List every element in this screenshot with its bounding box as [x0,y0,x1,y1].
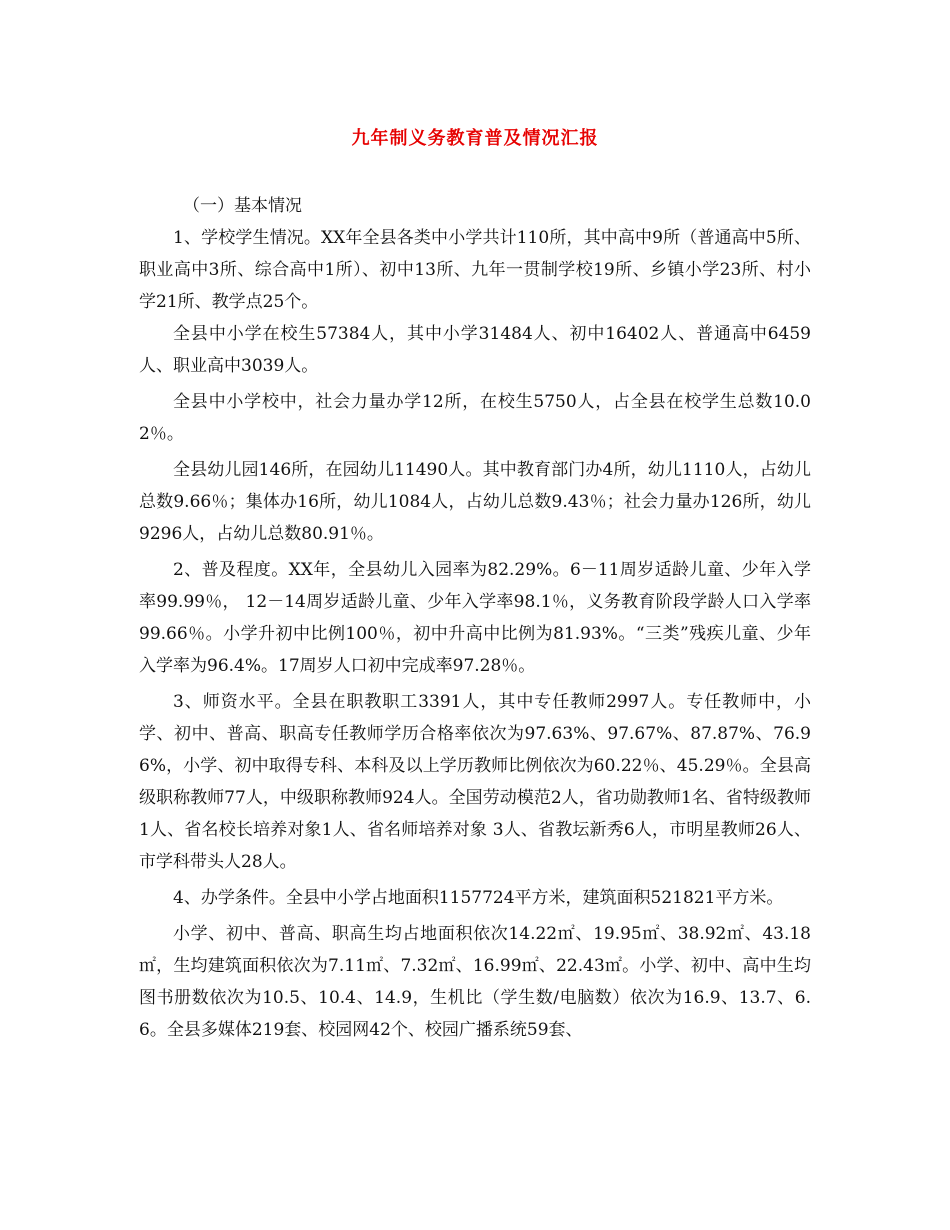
section-heading: （一）基本情况 [183,196,302,216]
paragraph-enrollment: 2、普及程度。XX年，全县幼儿入园率为82.29%。6－11周岁适龄儿童、少年入学率99.99％， 12－14周岁适龄儿童、少年入学率98.1％，义务教育阶段学龄人口入学率99.66％。小学升初中比例100％，初中升高中比例为81.93%。“三类”残疾儿童、少年入学率为96.4%。17周岁人口初中完成率97.28％。 [139,560,811,676]
paragraph-private-schools: 全县中小学校中，社会力量办学12所，在校生5750人，占全县在校学生总数10.02％。 [139,392,811,444]
document-title: 九年制义务教育普及情况汇报 [351,128,599,149]
paragraph-schools: 1、学校学生情况。XX年全县各类中小学共计110所，其中高中9所（普通高中5所、职业高中3所、综合高中1所）、初中13所、九年一贯制学校19所、乡镇小学23所、村小学21所、教学点25个。 [139,228,811,312]
paragraph-students: 全县中小学在校生57384人，其中小学31484人、初中16402人、普通高中6459人、职业高中3039人。 [139,324,811,376]
paragraph-facilities: 4、办学条件。全县中小学占地面积1157724平方米，建筑面积521821平方米。 [173,888,784,908]
paragraph-teachers: 3、师资水平。全县在职教职工3391人，其中专任教师2997人。专任教师中，小学、初中、普高、职高专任教师学历合格率依次为97.63%、97.67%、87.87%、76.96%，小学、初中取得专科、本科及以上学历教师比例依次为60.22％、45.29％。全县高级职称教师77人，中级职称教师924人。全国劳动模范2人，省功勋教师1名、省特级教师1人、省名校长培养对象1人、省名师培养对象 3人、省教坛新秀6人，市明星教师26人、市学科带头人28人。 [139,692,811,872]
paragraph-per-student-resources: 小学、初中、普高、职高生均占地面积依次14.22㎡、19.95㎡、38.92㎡、43.18㎡，生均建筑面积依次为7.11㎡、7.32㎡、16.99㎡、22.43㎡。小学、初中、高中生均图书册数依次为10.5、10.4、14.9，生机比（学生数/电脑数）依次为16.9、13.7、6.6。全县多媒体219套、校园网42个、校园广播系统59套、 [139,924,811,1040]
document-body [139,190,811,1050]
paragraph-kindergartens: 全县幼儿园146所，在园幼儿11490人。其中教育部门办4所，幼儿1110人，占幼儿总数9.66％；集体办16所，幼儿1084人，占幼儿总数9.43％；社会力量办126所，幼儿9296人，占幼儿总数80.91％。 [139,460,811,544]
